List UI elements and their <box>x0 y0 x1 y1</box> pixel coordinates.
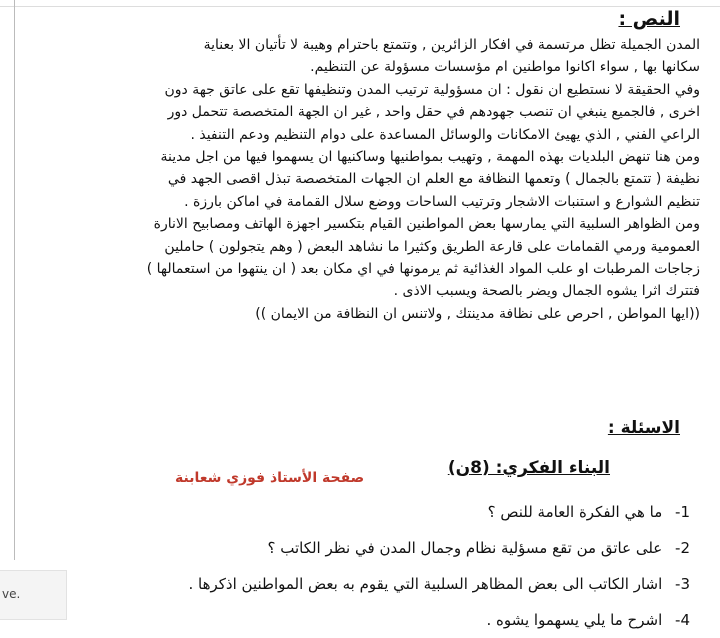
passage-line: الراعي الفني , الذي يهيئ الامكانات والوسائل المساعدة على دوام التنظيم ودعم التنفيذ . <box>190 126 700 143</box>
passage-line: اخرى , فالجميع ينبغي ان تنصب جهودهم في حقل واحد , غير ان الجهة المتخصصة تتحمل دور <box>167 104 700 121</box>
passage-line: المدن الجميلة تظل مرتسمة في افكار الزائرين , وتتمتع باحترام وهيبة لا تأتيان الا بعناية <box>203 37 700 53</box>
side-panel-fragment[interactable] <box>0 570 67 620</box>
question-item <box>50 566 690 602</box>
question-text: اشرح ما يلي يسهموا يشوه . <box>486 611 663 629</box>
question-number: 1- <box>675 503 690 521</box>
side-panel-text: ve. <box>2 587 21 601</box>
question-number: 3- <box>675 575 690 593</box>
top-strip <box>0 0 720 7</box>
passage-line: وفي الحقيقة لا نستطيع ان نقول : ان مسؤولية ترتيب المدن وتنظيفها تقع على عاتق جهة دون <box>164 81 700 98</box>
passage-line: سكانها بها , سواء اكانوا مواطنين ام مؤسسات مسؤولة عن التنظيم. <box>310 59 700 76</box>
passage-body <box>30 34 700 325</box>
question-number: 2- <box>675 539 690 557</box>
passage-line: ومن هنا تنهض البلديات بهذه المهمة , وتهيب بمواطنيها وساكنيها ان يسهموا فيها من اجل مدينة <box>160 149 700 166</box>
questions-list <box>50 494 690 638</box>
text-title: النص : <box>618 8 680 30</box>
passage-line: زجاجات المرطبات او علب المواد الغذائية ثم يرمونها في اي مكان بعد ( ان ينتهوا من استعمالها ) <box>146 261 700 278</box>
passage-line: نظيفة ( تتمتع بالجمال ) وتعمها النظافة مع العلم ان الجهات المتخصصة تبذل اقصى الجهد في <box>167 171 700 188</box>
watermark-text: صفحة الأستاذ فوزي شعابنة <box>175 470 365 486</box>
question-number: 4- <box>675 611 690 629</box>
passage-line: العمومية ورمي القمامات على قارعة الطريق وكثيرا ما نشاهد البعض ( وهم يتجولون ) حاملين <box>164 238 700 255</box>
section-heading: البناء الفكري: (8ن) <box>447 458 610 478</box>
question-item <box>50 530 690 566</box>
question-item <box>50 494 690 530</box>
question-text: ما هي الفكرة العامة للنص ؟ <box>487 503 663 521</box>
passage-line: فتترك اثرا يشوه الجمال ويضر بالصحة ويسبب الاذى . <box>393 283 700 300</box>
passage-line: ومن الظواهر السلبية التي يمارسها بعض المواطنين القيام بتكسير اجهزة الهاتف ومصابيح الانارة <box>153 216 700 233</box>
passage-line: تنظيم الشوارع و استنبات الاشجار وترتيب الساحات ووضع سلال القمامة في اماكن بارزة . <box>184 193 700 210</box>
questions-heading: الاسئلة : <box>607 418 680 438</box>
question-text: على عاتق من تقع مسؤلية نظام وجمال المدن في نظر الكاتب ؟ <box>267 539 663 557</box>
left-margin-rule <box>14 0 15 560</box>
question-item <box>50 602 690 638</box>
passage-line: ((ايها المواطن , احرص على نظافة مدينتك , ولاتنس ان النظافة من الايمان )) <box>255 305 700 322</box>
question-text: اشار الكاتب الى بعض المظاهر السلبية التي يقوم به بعض المواطنين اذكرها . <box>188 575 663 593</box>
